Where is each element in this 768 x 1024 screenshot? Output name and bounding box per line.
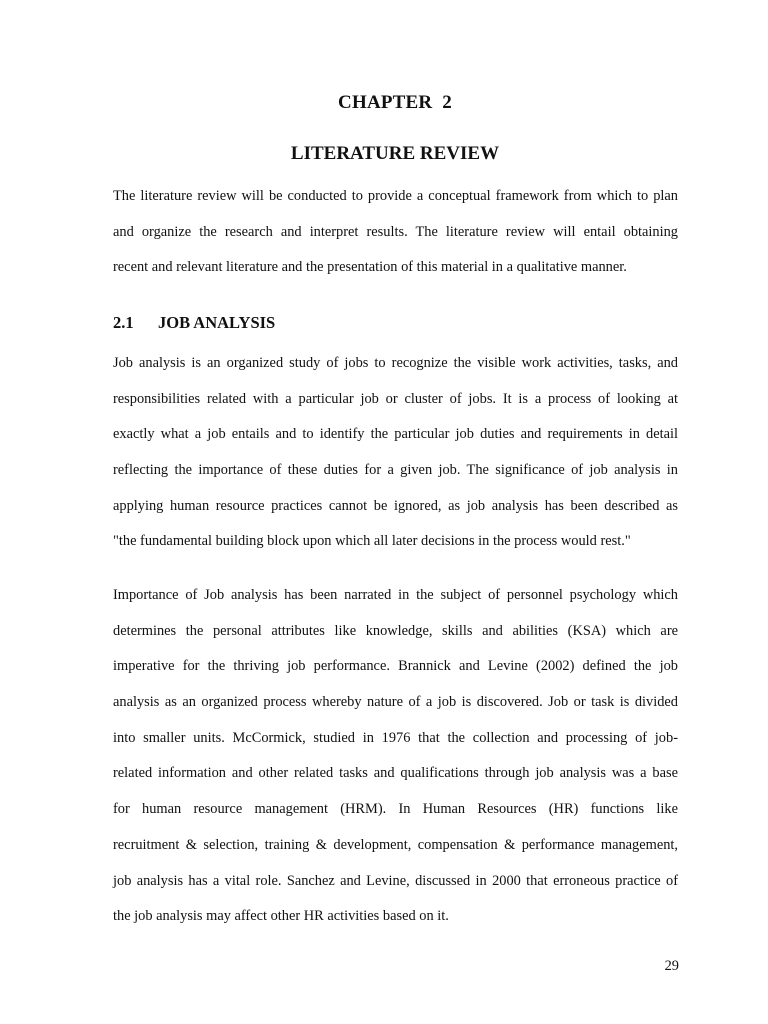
- section-number: 2.1: [113, 313, 134, 332]
- section-heading: [113, 313, 275, 333]
- paragraph-line: into smaller units. McCormick, studied in 1976 that the collection and processing of job-: [113, 729, 678, 746]
- paragraph-line: exactly what a job entails and to identify the particular job duties and requirements in detail: [113, 426, 678, 443]
- intro-line: recent and relevant literature and the presentation of this material in a qualitative manner.: [113, 259, 627, 276]
- section-title: JOB ANALYSIS: [158, 313, 276, 332]
- intro-paragraph: [113, 179, 678, 286]
- chapter-number: CHAPTER 2: [338, 92, 452, 113]
- paragraph-line: recruitment & selection, training & development, compensation & performance management,: [113, 836, 678, 853]
- paragraph-line: for human resource management (HRM). In Human Resources (HR) functions like: [113, 801, 678, 818]
- intro-line: and organize the research and interpret results. The literature review will entail obtaining: [113, 223, 678, 240]
- job-analysis-paragraph-1: [113, 346, 678, 560]
- paragraph-line: related information and other related tasks and qualifications through job analysis was a base: [113, 765, 678, 782]
- page-number: 29: [664, 958, 679, 974]
- paragraph-line: determines the personal attributes like knowledge, skills and abilities (KSA) which are: [113, 622, 678, 639]
- paragraph-line: the job analysis may affect other HR activities based on it.: [113, 908, 449, 925]
- chapter-title: LITERATURE REVIEW: [290, 143, 500, 164]
- paragraph-line: Job analysis is an organized study of jobs to recognize the visible work activities, tasks, and: [113, 355, 678, 371]
- paragraph-line: applying human resource practices cannot be ignored, as job analysis has been described as: [113, 497, 678, 514]
- paragraph-line: analysis as an organized process whereby nature of a job is discovered. Job or task is divided: [113, 694, 678, 711]
- paragraph-line: job analysis has a vital role. Sanchez and Levine, discussed in 2000 that erroneous practice of: [113, 872, 678, 889]
- paragraph-line: Importance of Job analysis has been narrated in the subject of personnel psychology which: [113, 587, 678, 603]
- paragraph-line: reflecting the importance of these duties for a given job. The significance of job analysis in: [113, 462, 678, 479]
- job-analysis-paragraph-2: [113, 578, 678, 935]
- paragraph-line: responsibilities related with a particular job or cluster of jobs. It is a process of looking at: [113, 390, 678, 407]
- paragraph-line: imperative for the thriving job performance. Brannick and Levine (2002) defined the job: [113, 658, 678, 675]
- intro-line: The literature review will be conducted to provide a conceptual framework from which to plan: [113, 188, 678, 204]
- paragraph-line: "the fundamental building block upon which all later decisions in the process would rest.": [113, 533, 631, 550]
